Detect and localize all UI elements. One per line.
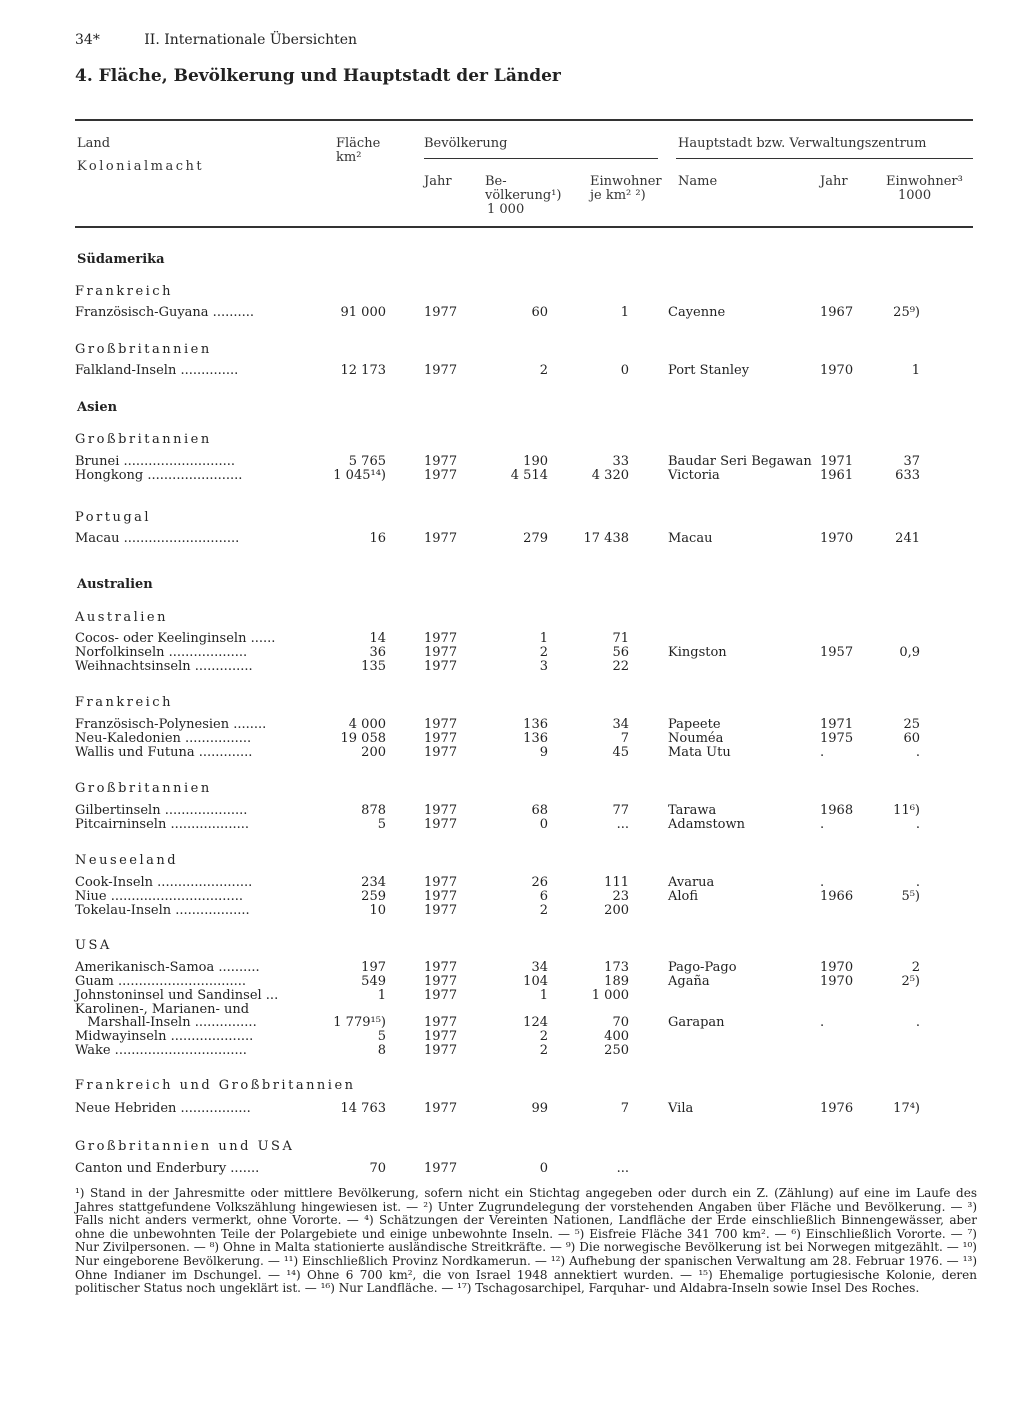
power-heading: Großbritannien (75, 432, 212, 447)
cell-population: 0 (539, 817, 548, 832)
power-heading: Frankreich und Großbritannien (75, 1078, 356, 1093)
cell-year: 1977 (424, 717, 458, 732)
cell-year: 1977 (424, 645, 458, 660)
col-einwohner-b: je km² ²) (590, 188, 646, 203)
cell-year: 1977 (424, 631, 458, 646)
cell-capital: Mata Utu (668, 745, 731, 760)
cell-capital: Macau (668, 531, 713, 546)
cell-capital-year: 1970 (820, 363, 854, 378)
table-row (0, 532, 1024, 547)
cell-population: 9 (539, 745, 548, 760)
region-australien: Australien (77, 577, 153, 592)
cell-area: 16 (369, 531, 386, 546)
cell-year: 1977 (424, 454, 458, 469)
capital-rule (676, 158, 973, 159)
cell-density: 7 (620, 1101, 629, 1116)
cell-density: 56 (612, 645, 629, 660)
cell-density: 250 (604, 1043, 629, 1058)
cell-area: 14 763 (340, 1101, 386, 1116)
cell-capital-inhabitants: 5⁵) (901, 889, 920, 904)
cell-country: Karolinen-, Marianen- und (75, 1002, 250, 1017)
power-heading: Großbritannien (75, 781, 212, 796)
running-header (75, 32, 357, 48)
cell-capital-inhabitants: 11⁶) (893, 803, 920, 818)
cell-capital: Baudar Seri Begawan (668, 454, 812, 469)
cell-capital-year: 1968 (820, 803, 854, 818)
cell-population: 1 (539, 631, 548, 646)
cell-country: Cook-Inseln ....................... (75, 875, 253, 890)
cell-year: 1977 (424, 1029, 458, 1044)
cell-country: Gilbertinseln .................... (75, 803, 248, 818)
cell-country: Neu-Kaledonien ................ (75, 731, 252, 746)
cell-area: 5 765 (348, 454, 386, 469)
cell-capital-inhabitants: . (915, 875, 920, 890)
cell-country: Amerikanisch-Samoa .......... (75, 960, 260, 975)
cell-population: 2 (539, 1029, 548, 1044)
table-row (0, 660, 1024, 675)
cell-country: Weihnachtsinseln .............. (75, 659, 253, 674)
col-einwohner-cap-b: 1000 (898, 188, 932, 203)
cell-year: 1977 (424, 960, 458, 975)
table-row (0, 1044, 1024, 1059)
cell-capital-year: 1970 (820, 531, 854, 546)
cell-capital-year: 1957 (820, 645, 854, 660)
cell-year: 1977 (424, 468, 458, 483)
cell-capital: Port Stanley (668, 363, 750, 378)
cell-capital-inhabitants: 25⁹) (893, 305, 920, 320)
cell-year: 1977 (424, 731, 458, 746)
col-flaeche: Fläche (336, 136, 381, 151)
cell-area: 1 (377, 988, 386, 1003)
table-row (0, 469, 1024, 484)
cell-population: 136 (523, 731, 548, 746)
cell-density: 0 (620, 363, 629, 378)
col-jahr2: Jahr (820, 174, 848, 189)
power-heading: Neuseeland (75, 853, 179, 868)
cell-capital-year: 1971 (820, 717, 854, 732)
cell-population: 6 (539, 889, 548, 904)
cell-country: Wallis und Futuna ............. (75, 745, 253, 760)
cell-area: 200 (361, 745, 386, 760)
cell-density: 111 (604, 875, 629, 890)
cell-year: 1977 (424, 745, 458, 760)
top-rule (75, 119, 973, 121)
cell-year: 1977 (424, 531, 458, 546)
cell-area: 549 (361, 974, 386, 989)
cell-population: 124 (523, 1015, 548, 1030)
table-row (0, 1102, 1024, 1117)
cell-capital-inhabitants: 37 (903, 454, 920, 469)
cell-country: Pitcairninseln ................... (75, 817, 249, 832)
cell-density: 23 (612, 889, 629, 904)
cell-population: 0 (539, 1161, 548, 1176)
cell-capital-inhabitants: 17⁴) (893, 1101, 920, 1116)
power-heading: Frankreich (75, 695, 173, 710)
cell-density: 33 (612, 454, 629, 469)
cell-capital-year: . (820, 817, 825, 832)
cell-population: 3 (539, 659, 548, 674)
cell-population: 2 (539, 903, 548, 918)
table-title: 4. Fläche, Bevölkerung und Hauptstadt der Länder (75, 66, 561, 86)
cell-density: 1 (620, 305, 629, 320)
cell-population: 68 (531, 803, 548, 818)
col-bev-1000-b: völkerung¹) (485, 188, 562, 203)
cell-population: 104 (523, 974, 548, 989)
cell-capital-inhabitants: . (915, 817, 920, 832)
cell-density: 71 (612, 631, 629, 646)
cell-density: 189 (604, 974, 629, 989)
table-row (0, 818, 1024, 833)
cell-population: 4 514 (510, 468, 548, 483)
cell-capital: Pago-Pago (668, 960, 737, 975)
cell-year: 1977 (424, 875, 458, 890)
cell-population: 279 (523, 531, 548, 546)
cell-capital-year: 1966 (820, 889, 854, 904)
cell-capital-inhabitants: . (915, 1015, 920, 1030)
cell-density: 4 320 (591, 468, 629, 483)
cell-density: 45 (612, 745, 629, 760)
cell-country: Midwayinseln .................... (75, 1029, 254, 1044)
cell-area: 1 779¹⁵) (333, 1015, 386, 1030)
cell-area: 10 (369, 903, 386, 918)
footnotes: ¹) Stand in der Jahresmitte oder mittlere Bevölkerung, sofern nicht ein Stichtag angegeben oder durch ein Z. (Zählung) auf eine im Laufe des Jahres stattgefundene Volkszählung hingewiesen ist. — ²) Unter Zugrundelegung der vorstehenden Angaben über Fläche und Bevölkerung. — ³) Falls nicht anders vermerkt, ohne Vororte. — ⁴) Schätzungen der Vereinten Nationen, Landfläche der Erde einschließlich Binnengewässer, aber ohne die unbewohnten Teile der Polargebiete und einige unbewohnte Inseln. — ⁵) Eisfreie Fläche 341 700 km². — ⁶) Einschließlich Vororte. — ⁷) Nur Zivilpersonen. — ⁸) Ohne in Malta stationierte ausländische Streitkräfte. — ⁹) Die norwegische Bevölkerung ist bei Norwegen mitgezählt. — ¹⁰) Nur eingeborene Bevölkerung. — ¹¹) Einschließlich Provinz Nordkamerun. — ¹²) Aufhebung der spanischen Verwaltung am 28. Februar 1976. — ¹³) Ohne Indianer im Dschungel. — ¹⁴) Ohne 6 700 km², die von Israel 1948 annektiert wurden. — ¹⁵) Ehemalige portugiesische Kolonie, deren politischer Status noch ungeklärt ist. — ¹⁶) Nur Landfläche. — ¹⁷) Tschagosarchipel, Farquhar- und Aldabra-Inseln sowie Insel Des Roches. (75, 1186, 977, 1296)
power-heading: Australien (75, 610, 169, 625)
cell-country: Hongkong ....................... (75, 468, 243, 483)
cell-country: Marshall-Inseln ............... (75, 1015, 257, 1030)
cell-density: 22 (612, 659, 629, 674)
cell-capital-inhabitants: 633 (895, 468, 920, 483)
cell-population: 99 (531, 1101, 548, 1116)
col-bev-1000-a: Be- (485, 174, 507, 189)
table-row (0, 904, 1024, 919)
cell-area: 91 000 (340, 305, 386, 320)
cell-capital-year: 1971 (820, 454, 854, 469)
cell-capital-year: . (820, 745, 825, 760)
page-number: 34* (75, 32, 100, 48)
cell-capital-year: 1970 (820, 974, 854, 989)
cell-capital: Tarawa (668, 803, 717, 818)
cell-year: 1977 (424, 1161, 458, 1176)
power-heading: Frankreich (75, 284, 173, 299)
power-heading: Großbritannien und USA (75, 1139, 295, 1154)
header-bottom-rule (75, 226, 973, 228)
power-heading: USA (75, 938, 112, 953)
cell-capital: Nouméa (668, 731, 724, 746)
cell-area: 197 (361, 960, 386, 975)
cell-capital: Alofi (668, 889, 699, 904)
cell-country: Guam ............................... (75, 974, 247, 989)
cell-capital-inhabitants: 241 (895, 531, 920, 546)
cell-country: Johnstoninsel und Sandinsel ... (75, 988, 279, 1003)
cell-area: 4 000 (348, 717, 386, 732)
col-kolonialmacht: Kolonialmacht (77, 159, 205, 174)
power-heading: Portugal (75, 510, 152, 525)
cell-capital-inhabitants: 2⁵) (901, 974, 920, 989)
cell-area: 8 (377, 1043, 386, 1058)
cell-density: 400 (604, 1029, 629, 1044)
cell-country: Französisch-Guyana .......... (75, 305, 255, 320)
cell-capital: Kingston (668, 645, 727, 660)
cell-capital: Garapan (668, 1015, 725, 1030)
cell-population: 34 (531, 960, 548, 975)
cell-year: 1977 (424, 817, 458, 832)
cell-country: Canton und Enderbury ....... (75, 1161, 260, 1176)
cell-country: Falkland-Inseln .............. (75, 363, 239, 378)
cell-capital-inhabitants: 25 (903, 717, 920, 732)
cell-population: 1 (539, 988, 548, 1003)
cell-year: 1977 (424, 659, 458, 674)
cell-capital-inhabitants: 60 (903, 731, 920, 746)
cell-density: ... (616, 1161, 629, 1176)
cell-density: 173 (604, 960, 629, 975)
cell-capital: Papeete (668, 717, 721, 732)
cell-density: 1 000 (591, 988, 629, 1003)
cell-country: Französisch-Polynesien ........ (75, 717, 267, 732)
cell-country: Macau ............................ (75, 531, 240, 546)
table-row (0, 364, 1024, 379)
cell-population: 190 (523, 454, 548, 469)
cell-area: 70 (369, 1161, 386, 1176)
section-title: II. Internationale Übersichten (144, 32, 358, 48)
col-bev-1000-c: 1 000 (487, 202, 525, 217)
cell-capital-year: . (820, 875, 825, 890)
cell-capital-year: 1961 (820, 468, 854, 483)
table-row (0, 746, 1024, 761)
cell-density: 70 (612, 1015, 629, 1030)
cell-population: 136 (523, 717, 548, 732)
cell-capital-year: . (820, 1015, 825, 1030)
cell-capital-year: 1975 (820, 731, 854, 746)
cell-capital: Cayenne (668, 305, 726, 320)
cell-capital: Avarua (668, 875, 715, 890)
cell-density: 17 438 (583, 531, 629, 546)
cell-capital: Victoria (668, 468, 720, 483)
cell-population: 2 (539, 1043, 548, 1058)
cell-area: 14 (369, 631, 386, 646)
col-bevoelkerung: Bevölkerung (424, 136, 508, 151)
cell-capital-year: 1976 (820, 1101, 854, 1116)
cell-density: 77 (612, 803, 629, 818)
cell-area: 259 (361, 889, 386, 904)
cell-area: 878 (361, 803, 386, 818)
table-row (0, 306, 1024, 321)
cell-capital: Adamstown (668, 817, 746, 832)
cell-area: 135 (361, 659, 386, 674)
cell-country: Cocos- oder Keelinginseln ...... (75, 631, 276, 646)
col-flaeche-unit: km² (336, 150, 362, 165)
cell-year: 1977 (424, 903, 458, 918)
cell-year: 1977 (424, 803, 458, 818)
cell-year: 1977 (424, 1043, 458, 1058)
cell-area: 234 (361, 875, 386, 890)
region-suedamerika: Südamerika (77, 252, 165, 267)
cell-population: 2 (539, 363, 548, 378)
cell-density: ... (616, 817, 629, 832)
cell-year: 1977 (424, 363, 458, 378)
cell-capital: Agaña (668, 974, 710, 989)
cell-capital-inhabitants: 0,9 (899, 645, 920, 660)
cell-area: 1 045¹⁴) (333, 468, 386, 483)
cell-capital-year: 1970 (820, 960, 854, 975)
col-jahr: Jahr (424, 174, 452, 189)
cell-density: 7 (620, 731, 629, 746)
cell-year: 1977 (424, 889, 458, 904)
cell-country: Brunei ........................... (75, 454, 236, 469)
population-rule (424, 158, 658, 159)
cell-area: 5 (377, 817, 386, 832)
cell-area: 36 (369, 645, 386, 660)
power-heading: Großbritannien (75, 342, 212, 357)
cell-area: 5 (377, 1029, 386, 1044)
region-asien: Asien (77, 400, 118, 415)
cell-country: Niue ................................ (75, 889, 243, 904)
cell-capital-inhabitants: . (915, 745, 920, 760)
cell-area: 12 173 (340, 363, 386, 378)
cell-year: 1977 (424, 988, 458, 1003)
cell-population: 60 (531, 305, 548, 320)
col-einwohner-a: Einwohner (590, 174, 662, 189)
cell-density: 200 (604, 903, 629, 918)
cell-population: 26 (531, 875, 548, 890)
col-land: Land (77, 136, 111, 151)
cell-year: 1977 (424, 305, 458, 320)
table-row (0, 1162, 1024, 1177)
cell-country: Norfolkinseln ................... (75, 645, 248, 660)
cell-country: Neue Hebriden ................. (75, 1101, 251, 1116)
cell-density: 34 (612, 717, 629, 732)
col-name: Name (678, 174, 718, 189)
cell-capital: Vila (668, 1101, 694, 1116)
col-einwohner-cap-a: Einwohner³ (886, 174, 963, 189)
cell-country: Wake ................................ (75, 1043, 247, 1058)
cell-capital-inhabitants: 1 (911, 363, 920, 378)
cell-capital-year: 1967 (820, 305, 854, 320)
cell-population: 2 (539, 645, 548, 660)
cell-country: Tokelau-Inseln .................. (75, 903, 250, 918)
cell-year: 1977 (424, 974, 458, 989)
cell-year: 1977 (424, 1101, 458, 1116)
cell-area: 19 058 (340, 731, 386, 746)
cell-capital-inhabitants: 2 (911, 960, 920, 975)
cell-year: 1977 (424, 1015, 458, 1030)
col-hauptstadt: Hauptstadt bzw. Verwaltungszentrum (678, 136, 927, 151)
